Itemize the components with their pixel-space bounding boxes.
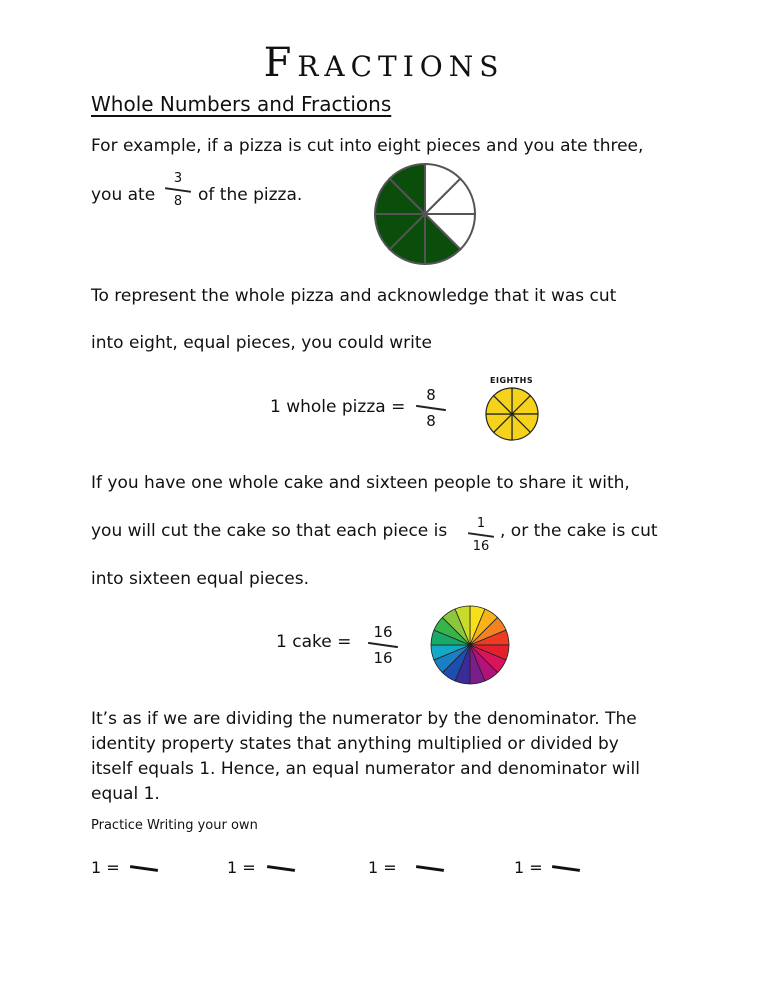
equation-whole-pizza-label: 1 whole pizza =	[270, 397, 406, 417]
paragraph-cake-line3: into sixteen equal pieces.	[91, 569, 309, 589]
section-subtitle: Whole Numbers and Fractions	[91, 92, 392, 116]
page-title: Fractions	[263, 40, 505, 86]
paragraph-cake-line1: If you have one whole cake and sixteen people to share it with,	[91, 473, 630, 493]
fraction-denominator: 16	[373, 649, 393, 667]
fraction-3-8	[163, 171, 193, 209]
fraction-numerator: 16	[373, 623, 393, 641]
fraction-bar	[416, 405, 446, 411]
practice-item-3: 1 =	[368, 858, 397, 877]
fraction-denominator: 8	[426, 412, 436, 430]
fraction-1-16	[466, 516, 496, 554]
paragraph-identity-line2: identity property states that anything multiplied or divided by	[91, 734, 619, 754]
paragraph-identity-line4: equal 1.	[91, 784, 160, 804]
fraction-denominator: 8	[173, 194, 183, 209]
practice-blank-1[interactable]	[130, 865, 158, 872]
fraction-bar	[468, 532, 494, 538]
practice-blank-4[interactable]	[552, 865, 580, 872]
color-wheel-icon	[428, 603, 512, 687]
practice-item-1: 1 =	[91, 858, 120, 877]
paragraph-identity-line3: itself equals 1. Hence, an equal numerator and denominator will	[91, 759, 640, 779]
fraction-bar	[165, 187, 191, 193]
paragraph-pizza-line1: For example, if a pizza is cut into eight pieces and you ate three,	[91, 136, 644, 156]
paragraph-pizza-line2a: you ate	[91, 185, 156, 205]
fraction-bar	[368, 642, 398, 648]
paragraph-whole-line2: into eight, equal pieces, you could write	[91, 333, 433, 353]
paragraph-identity-line1: It’s as if we are dividing the numerator by the denominator. The	[91, 709, 637, 729]
fraction-16-16	[366, 623, 400, 667]
eighths-circle-icon	[484, 386, 540, 442]
paragraph-cake-line2b: , or the cake is cut	[500, 521, 658, 541]
practice-item-2: 1 =	[227, 858, 256, 877]
practice-item-4: 1 =	[514, 858, 543, 877]
equation-cake-label: 1 cake =	[276, 632, 352, 652]
practice-blank-3[interactable]	[416, 865, 444, 872]
paragraph-pizza-line2b: of the pizza.	[198, 185, 303, 205]
paragraph-whole-line1: To represent the whole pizza and acknowledge that it was cut	[91, 286, 617, 306]
practice-heading: Practice Writing your own	[91, 818, 258, 833]
eighths-label: EIGHTHS	[490, 376, 534, 385]
practice-blank-2[interactable]	[267, 865, 295, 872]
paragraph-cake-line2a: you will cut the cake so that each piece is	[91, 521, 448, 541]
pizza-three-eighths-icon	[373, 162, 477, 266]
fraction-numerator: 1	[476, 516, 486, 531]
fraction-numerator: 3	[173, 171, 183, 186]
fraction-numerator: 8	[426, 386, 436, 404]
fraction-denominator: 16	[472, 539, 490, 554]
fraction-8-8	[414, 386, 448, 430]
